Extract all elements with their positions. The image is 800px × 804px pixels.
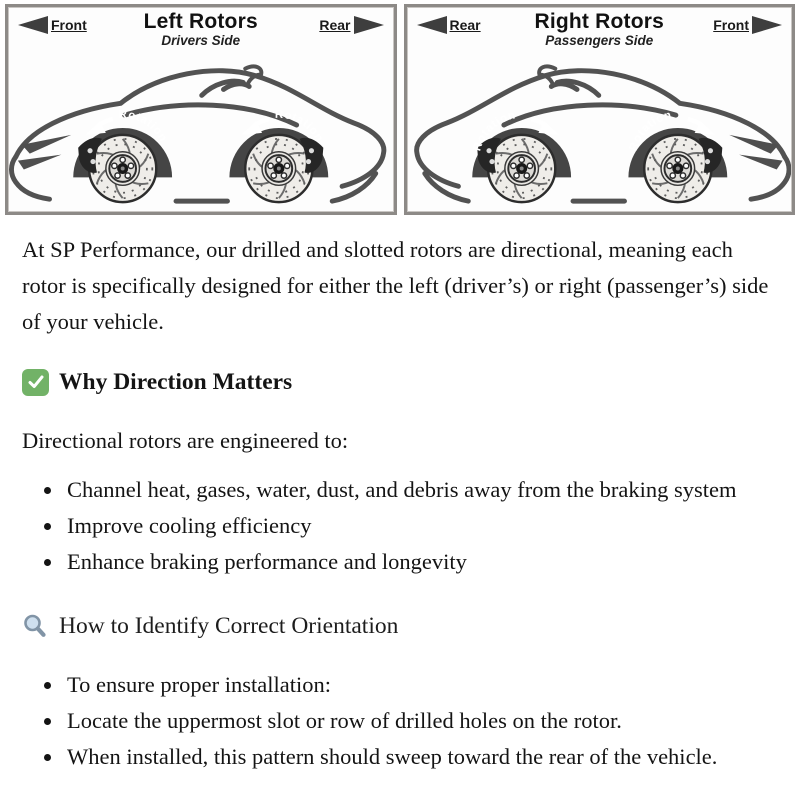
rotation-label: Rotation (274, 108, 326, 145)
list-item: • Channel heat, gases, water, dust, and debris away from the braking system (64, 472, 778, 508)
direction-text: Rear (319, 17, 351, 33)
check-mark-icon (22, 369, 49, 396)
panel-subtitle: Passengers Side (545, 33, 654, 48)
panel-title: Left Rotors (143, 10, 258, 33)
left-car-illustration (8, 53, 394, 212)
right-rotors-panel (404, 4, 796, 215)
direction-text: Front (713, 17, 749, 33)
lead-paragraph: Directional rotors are engineered to: (22, 428, 349, 453)
rotation-label: Rotation (470, 109, 517, 153)
rear-direction-label (417, 16, 481, 34)
rotor-direction-diagram (5, 4, 795, 215)
list-item: • Enhance braking performance and longevity (64, 544, 778, 580)
rear-direction-label (319, 16, 383, 34)
front-direction-label (18, 16, 87, 34)
direction-text: Rear (449, 17, 481, 33)
arrow-left-icon (417, 16, 447, 34)
panel-subtitle: Drivers Side (161, 33, 241, 48)
section-heading-identify-orientation (22, 611, 778, 641)
arrow-right-icon (752, 16, 782, 34)
arrow-left-icon (18, 16, 48, 34)
front-direction-label (713, 16, 782, 34)
benefits-list (22, 472, 778, 580)
direction-text: Front (51, 17, 87, 33)
left-panel-header (8, 7, 394, 53)
rotation-label: Rotation (627, 109, 673, 153)
list-item: • When installed, this pattern should sweep toward the rear of the vehicle. (64, 739, 778, 775)
heading-text: Why Direction Matters (59, 369, 293, 395)
magnifying-glass-icon (22, 613, 49, 640)
left-rotors-panel (5, 4, 397, 215)
list-item: • Locate the uppermost slot or row of drilled holes on the rotor. (64, 703, 778, 739)
section-heading-why-direction-matters (22, 367, 778, 397)
intro-paragraph: At SP Performance, our drilled and slotted rotors are directional, meaning each rotor is specifically designed for either the left (driver’s) or right (passenger’s) side of your vehicle. (22, 237, 769, 334)
orientation-steps-list (22, 667, 778, 775)
list-item: • Improve cooling efficiency (64, 508, 778, 544)
panel-title: Right Rotors (534, 10, 665, 33)
heading-text: How to Identify Correct Orientation (59, 613, 399, 639)
rotation-label: Rotation (118, 108, 170, 145)
right-panel-header (407, 7, 793, 53)
list-item: • To ensure proper installation: (64, 667, 778, 703)
right-car-illustration (407, 53, 793, 212)
article-body (0, 232, 800, 775)
arrow-right-icon (354, 16, 384, 34)
